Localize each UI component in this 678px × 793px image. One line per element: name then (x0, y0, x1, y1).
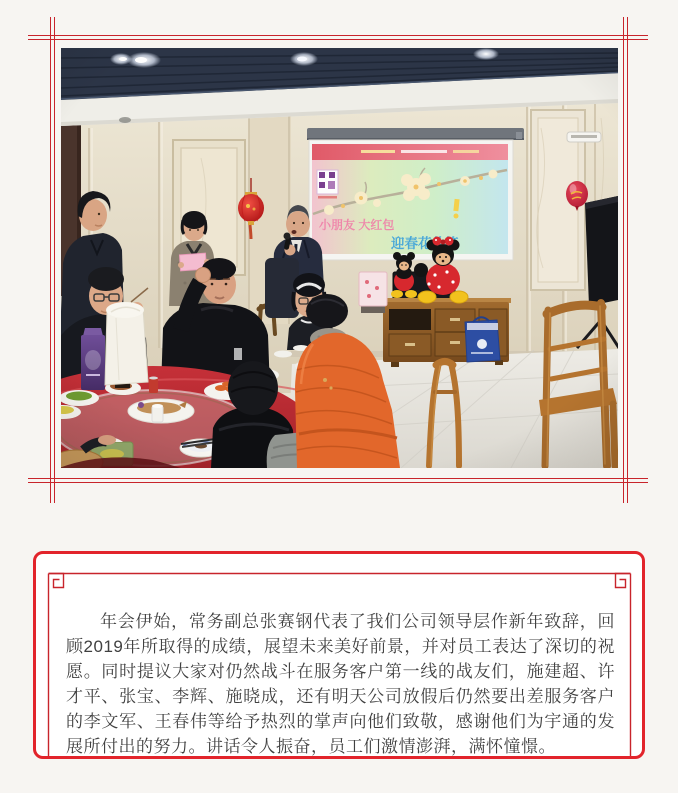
corner-ornament-left (49, 574, 64, 588)
photo-vignette (61, 48, 618, 468)
photo-frame-line-top (28, 35, 648, 40)
corner-ornament-right (616, 574, 631, 588)
article-paragraph: 年会伊始，常务副总张赛钢代表了我们公司领导层作新年致辞，回顾2019年所取得的成绩，展望未来美好前景，并对员工表达了深切的祝愿。同时提议大家对仍然战斗在服务客户第一线的战友们，施建超、许才平、张宝、李辉、施晓成，还有明天公司放假后仍然要出差服务客户的李文军、王春伟等给予热烈的掌声向他们致敬，感谢他们为宇通的发展所付出的努力。讲话令人振奋，员工们激情澎湃，满怀憧憬。 (66, 612, 615, 756)
photo-frame-line-right (623, 17, 628, 503)
banquet-photo-svg (61, 48, 618, 468)
photo-frame-line-left (50, 17, 55, 503)
photo-frame-line-bottom (28, 478, 648, 483)
article-text-card (33, 551, 645, 759)
banquet-photo[interactable] (61, 48, 618, 468)
